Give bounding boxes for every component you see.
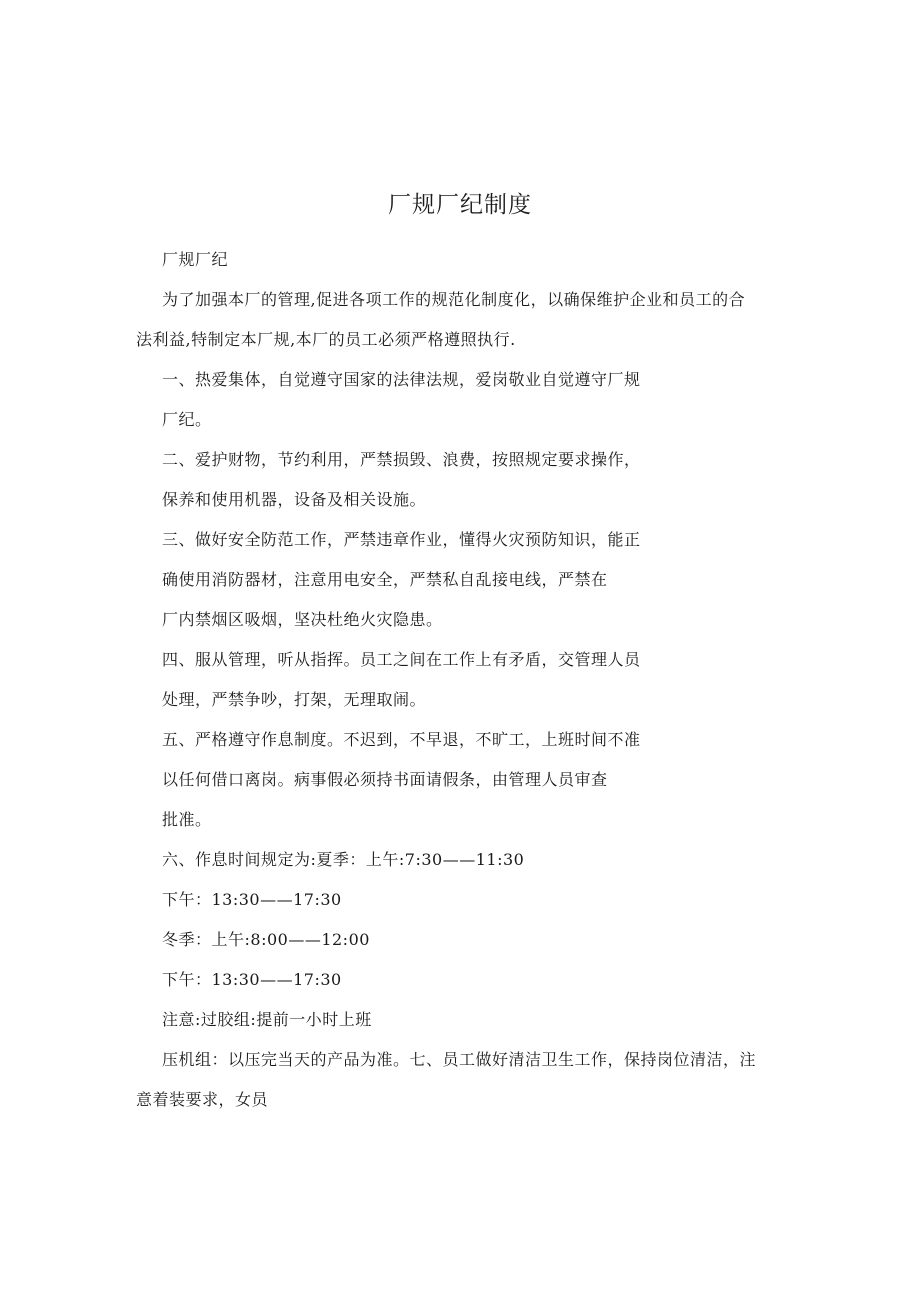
page-title: 厂规厂纪制度 bbox=[388, 192, 532, 218]
paragraph-line: 注意:过胶组:提前一小时上班 bbox=[162, 1010, 372, 1029]
paragraph-line: 为了加强本厂的管理,促进各项工作的规范化制度化，以确保维护企业和员工的合 bbox=[162, 290, 746, 309]
paragraph-line: 压机组：以压完当天的产品为准。七、员工做好清洁卫生工作，保持岗位清洁，注 bbox=[162, 1050, 757, 1069]
paragraph-line: 下午：13:30——17:30 bbox=[162, 970, 342, 989]
paragraph-line: 三、做好安全防范工作，严禁违章作业，懂得火灾预防知识，能正 bbox=[162, 530, 641, 549]
paragraph-line: 六、作息时间规定为:夏季：上午:7:30——11:30 bbox=[162, 850, 525, 869]
paragraph-line: 冬季：上午:8:00——12:00 bbox=[162, 930, 370, 949]
paragraph-line: 以任何借口离岗。病事假必须持书面请假条，由管理人员审查 bbox=[162, 770, 608, 789]
paragraph-line: 二、爱护财物，节约利用，严禁损毁、浪费，按照规定要求操作， bbox=[162, 450, 641, 469]
paragraph-line: 处理，严禁争吵，打架，无理取闹。 bbox=[162, 690, 427, 709]
paragraph-line: 法利益,特制定本厂规,本厂的员工必须严格遵照执行. bbox=[136, 330, 516, 349]
paragraph-line: 四、服从管理，听从指挥。员工之间在工作上有矛盾，交管理人员 bbox=[162, 650, 641, 669]
paragraph-line: 意着装要求，女员 bbox=[136, 1090, 269, 1109]
paragraph-line: 一、热爱集体，自觉遵守国家的法律法规，爱岗敬业自觉遵守厂规 bbox=[162, 370, 641, 389]
paragraph-line: 厂纪。 bbox=[162, 410, 212, 429]
section-heading: 厂规厂纪 bbox=[162, 250, 229, 269]
paragraph-line: 五、严格遵守作息制度。不迟到，不早退，不旷工，上班时间不准 bbox=[162, 730, 641, 749]
paragraph-line: 确使用消防器材，注意用电安全，严禁私自乱接电线，严禁在 bbox=[162, 570, 608, 589]
paragraph-line: 批准。 bbox=[162, 810, 212, 829]
paragraph-line: 保养和使用机器，设备及相关设施。 bbox=[162, 490, 427, 509]
paragraph-line: 厂内禁烟区吸烟，坚决杜绝火灾隐患。 bbox=[162, 610, 443, 629]
paragraph-line: 下午：13:30——17:30 bbox=[162, 890, 342, 909]
